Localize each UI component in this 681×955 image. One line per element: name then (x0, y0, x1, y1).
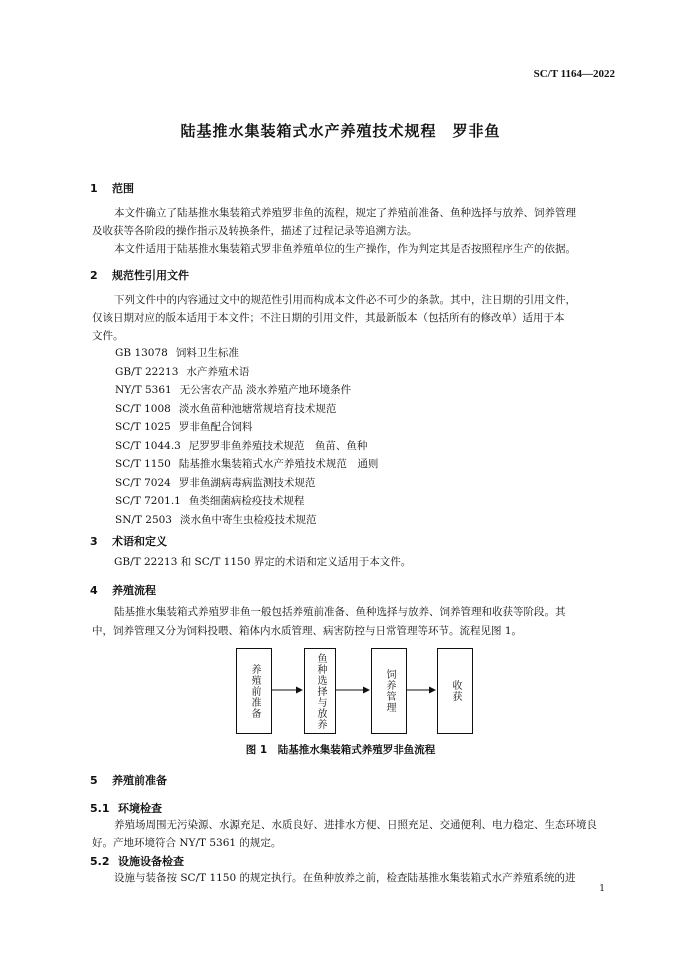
reference-title: 罗非鱼湖病毒病监测技术规范 (178, 476, 316, 489)
flow-step-label: 饲养管理 (384, 669, 395, 713)
flow-step-label: 养殖前准备 (249, 663, 260, 719)
subsection-title: 环境检查 (118, 802, 162, 815)
reference-title: 尼罗罗非鱼养殖技术规范 鱼苗、鱼种 (188, 439, 368, 452)
section-number: 2 (90, 269, 98, 282)
subsection-title: 设施设备检查 (118, 855, 184, 868)
reference-code: SC/T 1044.3 (115, 439, 181, 452)
reference-code: SC/T 7201.1 (115, 495, 181, 507)
reference-title: 罗非鱼配合饲料 (178, 421, 253, 433)
reference-title: 陆基推水集装箱式水产养殖技术规范 通则 (178, 458, 379, 470)
normative-paragraph-line: 下列文件中的内容通过文中的规范性引用而构成本文件必不可少的条款。其中，注日期的引用文件， (114, 294, 576, 306)
process-paragraph-line: 陆基推水集装箱式养殖罗非鱼一般包括养殖前准备、鱼种选择与放养、饲养管理和收获等阶段。其 (114, 606, 566, 618)
environment-paragraph-line: 养殖场周围无污染源、水源充足、水质良好、进排水方便、日照充足、交通便利、电力稳定、生态环境良 (114, 819, 597, 831)
flow-step-label: 收获 (450, 680, 461, 702)
process-paragraph-line: 中，饲养管理又分为饲料投喂、箱体内水质管理、病害防控与日常管理等环节。流程见图 1。 (92, 625, 523, 637)
subsection-number: 5.2 (90, 855, 110, 868)
scope-paragraph-line: 及收获等各阶段的操作指示及转换条件，描述了过程记录等追溯方法。 (92, 225, 418, 237)
section-title: 养殖前准备 (112, 774, 167, 787)
section-title: 养殖流程 (112, 584, 156, 597)
flow-step-label: 鱼种选择与放养 (315, 652, 326, 730)
reference-title: 淡水鱼中寄生虫检疫技术规范 (179, 513, 317, 526)
reference-title: 鱼类细菌病检疫技术规程 (188, 495, 305, 507)
reference-code: SN/T 2503 (115, 513, 172, 526)
scope-paragraph-line: 本文件确立了陆基推水集装箱式养殖罗非鱼的流程，规定了养殖前准备、鱼种选择与放养、饲养管理 (114, 207, 576, 219)
reference-code: SC/T 7024 (115, 476, 171, 489)
reference-code: SC/T 1150 (115, 458, 171, 470)
section-heading-prep (90, 772, 167, 788)
terms-paragraph-line: GB/T 22213 和 SC/T 1150 界定的术语和定义适用于本文件。 (114, 556, 412, 568)
subsection-heading-environment (90, 800, 162, 816)
reference-title: 饲料卫生标准 (175, 347, 239, 359)
normative-paragraph-line: 文件。 (92, 330, 124, 342)
figure-caption: 图 1 陆基推水集装箱式养殖罗非鱼流程 (245, 744, 436, 756)
reference-code: NY/T 5361 (115, 384, 172, 396)
section-number: 1 (90, 182, 98, 195)
reference-code: SC/T 1025 (115, 421, 171, 433)
section-title: 范围 (112, 182, 134, 195)
reference-title: 水产养殖术语 (186, 365, 250, 378)
reference-code: GB 13078 (115, 347, 168, 359)
page-number: 1 (599, 884, 605, 894)
standard-code: SC/T 1164—2022 (533, 68, 615, 80)
section-title: 规范性引用文件 (112, 269, 189, 282)
document-title: 陆基推水集装箱式水产养殖技术规程 罗非鱼 (180, 122, 501, 140)
section-number: 3 (90, 535, 98, 548)
section-number: 4 (90, 584, 98, 597)
subsection-heading-facilities (90, 853, 184, 869)
facilities-paragraph-line: 设施与装备按 SC/T 1150 的规定执行。在鱼种放养之前，检查陆基推水集装箱式水产养殖系统的进 (114, 872, 576, 884)
normative-paragraph-line: 仅该日期对应的版本适用于本文件；不注日期的引用文件，其最新版本（包括所有的修改单）适用于本 (92, 312, 565, 324)
scope-paragraph-line: 本文件适用于陆基推水集装箱式罗非鱼养殖单位的生产操作，作为判定其是否按照程序生产的依据。 (114, 243, 576, 255)
environment-paragraph-line: 好。产地环境符合 NY/T 5361 的规定。 (92, 837, 282, 849)
reference-code: GB/T 22213 (115, 365, 179, 378)
reference-code: SC/T 1008 (115, 402, 171, 415)
section-title: 术语和定义 (112, 535, 167, 548)
section-number: 5 (90, 774, 98, 787)
subsection-number: 5.1 (90, 802, 110, 815)
reference-title: 淡水鱼苗种池塘常规培育技术规范 (178, 402, 337, 415)
reference-title: 无公害农产品 淡水养殖产地环境条件 (179, 384, 352, 396)
